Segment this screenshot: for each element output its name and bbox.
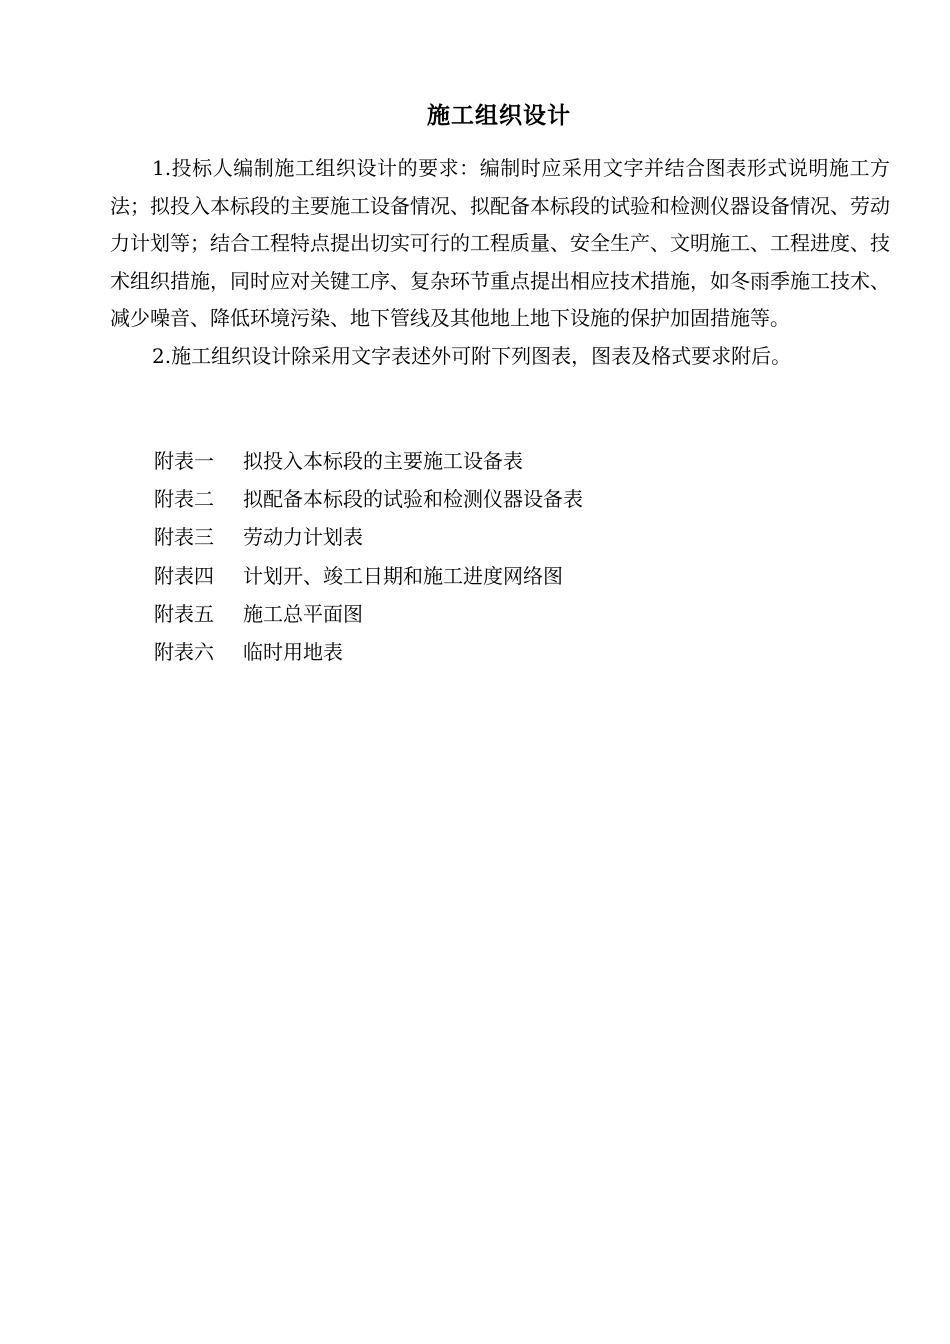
list-item xyxy=(154,480,754,518)
list-item xyxy=(154,557,754,595)
appendix-label: 附表一 xyxy=(154,449,214,473)
list-item xyxy=(154,442,754,480)
appendix-title: 临时用地表 xyxy=(243,639,343,664)
list-item xyxy=(154,633,754,671)
appendix-title: 拟配备本标段的试验和检测仪器设备表 xyxy=(243,487,583,512)
page-title: 施工组织设计 xyxy=(427,102,571,129)
list-item xyxy=(154,595,754,633)
appendix-title: 施工总平面图 xyxy=(243,601,363,626)
appendix-list xyxy=(154,442,754,671)
appendix-label: 附表二 xyxy=(154,487,214,512)
appendix-title: 拟投入本标段的主要施工设备表 xyxy=(243,449,523,473)
document-body xyxy=(110,150,890,375)
appendix-label: 附表五 xyxy=(154,601,214,626)
appendix-label: 附表三 xyxy=(154,525,214,550)
appendix-title: 计划开、竣工日期和施工进度网络图 xyxy=(243,563,563,588)
appendix-label: 附表四 xyxy=(154,563,214,588)
paragraph-attachments: 2.施工组织设计除采用文字表述外可附下列图表，图表及格式要求附后。 xyxy=(152,343,792,368)
appendix-title: 劳动力计划表 xyxy=(243,525,363,550)
list-item xyxy=(154,518,754,556)
paragraph-requirements: 1.投标人编制施工组织设计的要求：编制时应采用文字并结合图表形式说明施工方法；拟投入本标段的主要施工设备情况、拟配备本标段的试验和检测仪器设备情况、劳动力计划等；结合工程特点提出切实可行的工程质量、安全生产、文明施工、工程进度、技术组织措施，同时应对关键工序、复杂环节重点提出相应技术措施，如冬雨季施工技术、减少噪音、降低环境污染、地下管线及其他地上地下设施的保护加固措施等。 xyxy=(110,156,890,330)
appendix-label: 附表六 xyxy=(154,639,214,664)
